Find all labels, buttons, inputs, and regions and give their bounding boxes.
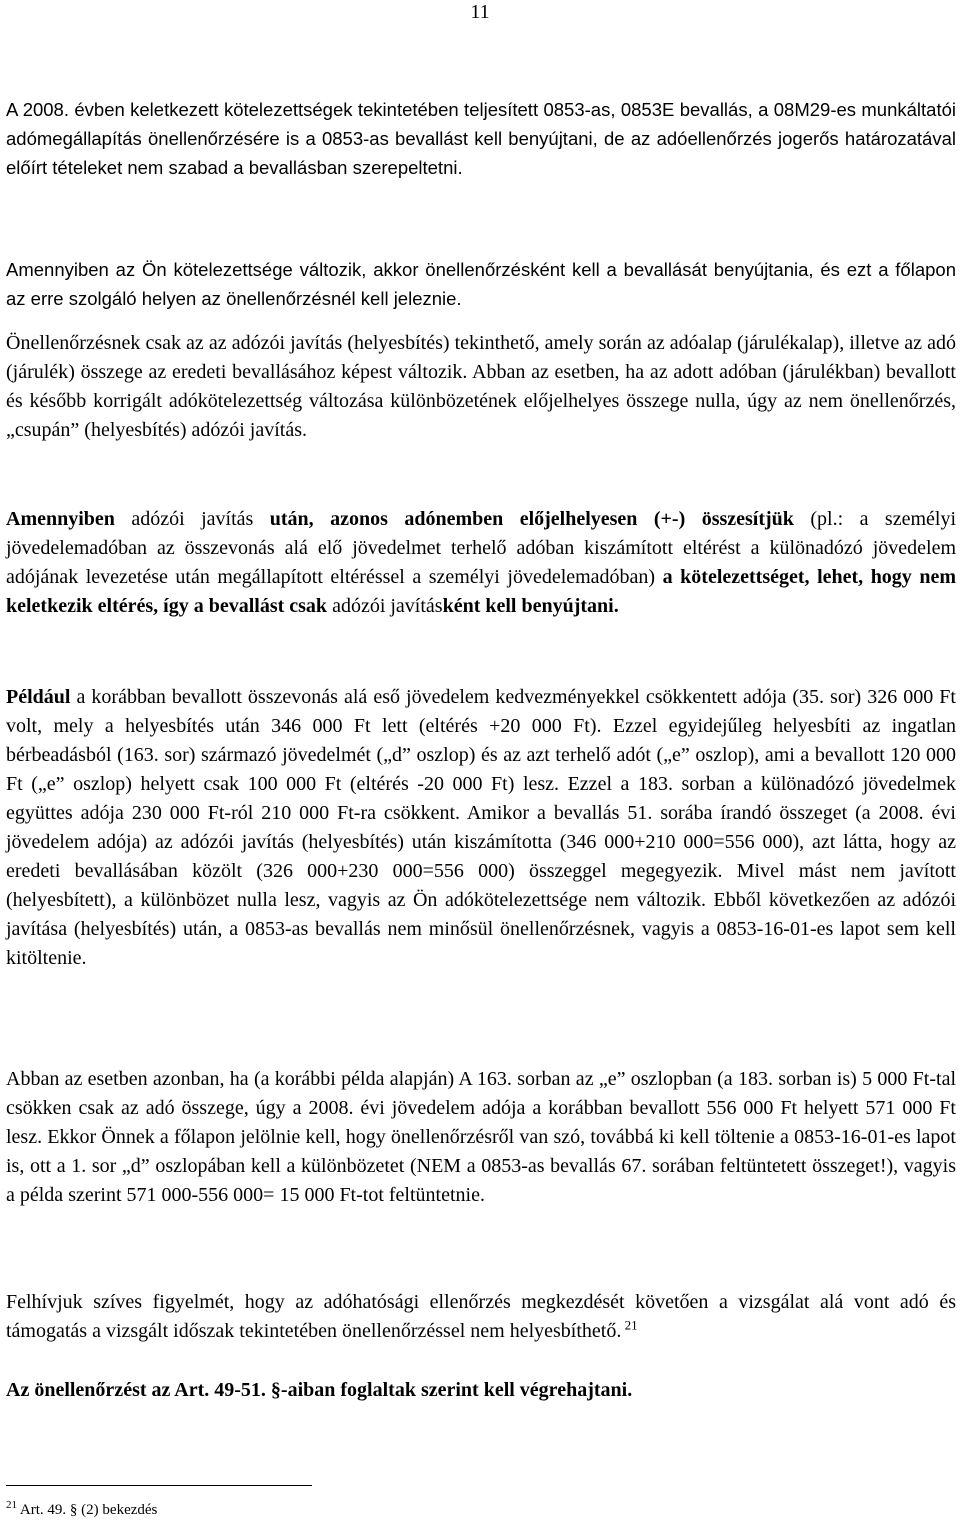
paragraph-definition: [6, 329, 956, 445]
paragraph-text: [6, 683, 956, 973]
footnote-reference[interactable]: 21: [621, 1317, 638, 1333]
footnote-text: Art. 49. § (2) bekezdés: [17, 1502, 158, 1518]
bold-text: után, azonos adónemben előjelhelyesen (+-) összesítjük: [269, 508, 794, 530]
paragraph-closing: [6, 1376, 956, 1405]
paragraph-aggregation: [6, 505, 956, 621]
paragraph-text: Önellenőrzésnek csak az az adózói javítás (helyesbítés) tekinthető, amely során az adóalap (járulékalap), illetve az adó (járulék) összege az eredeti bevallásához képest változik. Abban az esetben, ha az adott adóban (járulékban) bevallott és később korrigált adókötelezettség változása különbözetének előjelhelyes összege nulla, úgy az nem önellenőrzés, „csupán” (helyesbítés) adózói javítás.: [6, 332, 956, 441]
text-span: adózói javítás: [114, 508, 270, 530]
paragraph-text: [6, 1288, 956, 1346]
paragraph-notice: [6, 1288, 956, 1346]
footnote-number: 21: [6, 1499, 17, 1511]
bold-text: Például: [6, 686, 71, 708]
text-span: a korábban bevallott összevonás alá eső jövedelem kedvezményekkel csökkentett adója (35. sor) 326 000 Ft volt, mely a helyesbítés után 346 000 Ft lett (eltérés +20 000 Ft). Ezzel egyidejűleg helyesbíti az ingatlan bérbeadásból (163. sor) származó jövedelmét („d” oszlop) és az azt terhelő adót („e” oszlop), ami a bevallott 120 000 Ft („e” oszlop) helyett csak 100 000 Ft (eltérés -20 000 Ft) lesz. Ezzel a 183. sorban a különadózó jövedelmek együttes adója 230 000 Ft-ról 210 000 Ft-ra csökkent. Amikor a bevallás 51. sorába írandó összeget (a 2008. évi jövedelem adója) az adózói javítás (helyesbítés) után kiszámította (346 000+210 000=556 000), azt látta, hogy az eredeti bevallásában közölt (326 000+230 000=556 000) összeggel megegyezik. Mivel mást nem javított (helyesbített), a különbözet nulla lesz, vagyis az Ön adókötelezettsége nem változik. Ebből következően az adózói javítása (helyesbítés) után, a 0853-as bevallás nem minősül önellenőrzésnek, vagyis a 0853-16-01-es lapot sem kell kitöltenie.: [6, 686, 956, 969]
paragraph-text: Amennyiben az Ön kötelezettsége változik, akkor önellenőrzésként kell a bevallását benyújtania, és ezt a főlapon az erre szolgáló helyen az önellenőrzésnél kell jeleznie.: [6, 259, 956, 309]
text-span: adózói javítás: [327, 595, 443, 617]
bold-text: a kötelezettséget, lehet, hogy nem keletkezik eltérés, így a bevallást csak: [6, 566, 957, 617]
text-span: Felhívjuk szíves figyelmét, hogy az adóhatósági ellenőrzés megkezdését követően a vizsgálat alá vont adó és támogatás a vizsgált időszak tekintetében önellenőrzéssel nem helyesbíthető.: [6, 1291, 956, 1342]
paragraph-change: [6, 255, 956, 313]
paragraph-example: [6, 683, 956, 973]
footnote-divider: [6, 1485, 312, 1486]
footnote: [6, 1494, 157, 1521]
paragraph-text: A 2008. évben keletkezett kötelezettségek tekintetében teljesített 0853-as, 0853E bevallás, a 08M29-es munkáltatói adómegállapítás önellenőrzésére is a 0853-as bevallást kell benyújtani, de az adóellenőrzés jogerős határozatával előírt tételeket nem szabad a bevallásban szerepeltetni.: [6, 99, 956, 178]
bold-text: ként kell benyújtani.: [442, 595, 619, 617]
page-number: 11: [470, 1, 490, 23]
paragraph-text: Abban az esetben azonban, ha (a korábbi példa alapján) A 163. sorban az „e” oszlopban (a 183. sorban is) 5 000 Ft-tal csökken csak az adó összege, úgy a 2008. évi jövedelem adója a korábban bevallott 556 000 Ft helyett 571 000 Ft lesz. Ekkor Önnek a főlapon jelölnie kell, hogy önellenőrzésről van szó, továbbá ki kell töltenie a 0853-16-01-es lapot is, ott a 1. sor „d” oszlopában kell a különbözetet (NEM a 0853-as bevallás 67. sorában feltüntetett összeget!), vagyis a példa szerint 571 000-556 000= 15 000 Ft-tot feltüntetnie.: [6, 1068, 956, 1206]
paragraph-example-2: [6, 1065, 956, 1210]
bold-text: Amennyiben: [6, 508, 115, 530]
paragraph-text: [6, 1376, 956, 1405]
paragraph-intro: [6, 95, 956, 182]
bold-text: Az önellenőrzést az Art. 49-51. §-aiban foglaltak szerint kell végrehajtani.: [6, 1379, 633, 1401]
paragraph-text: [6, 505, 956, 621]
text-span: (pl.: a személyi jövedelemadóban az összevonás alá elő jövedelmet terhelő adóban kiszámított eltérést a különadózó jövedelem adójának levezetése után megállapított eltéréssel a személyi jövedelemadóban): [6, 508, 957, 588]
